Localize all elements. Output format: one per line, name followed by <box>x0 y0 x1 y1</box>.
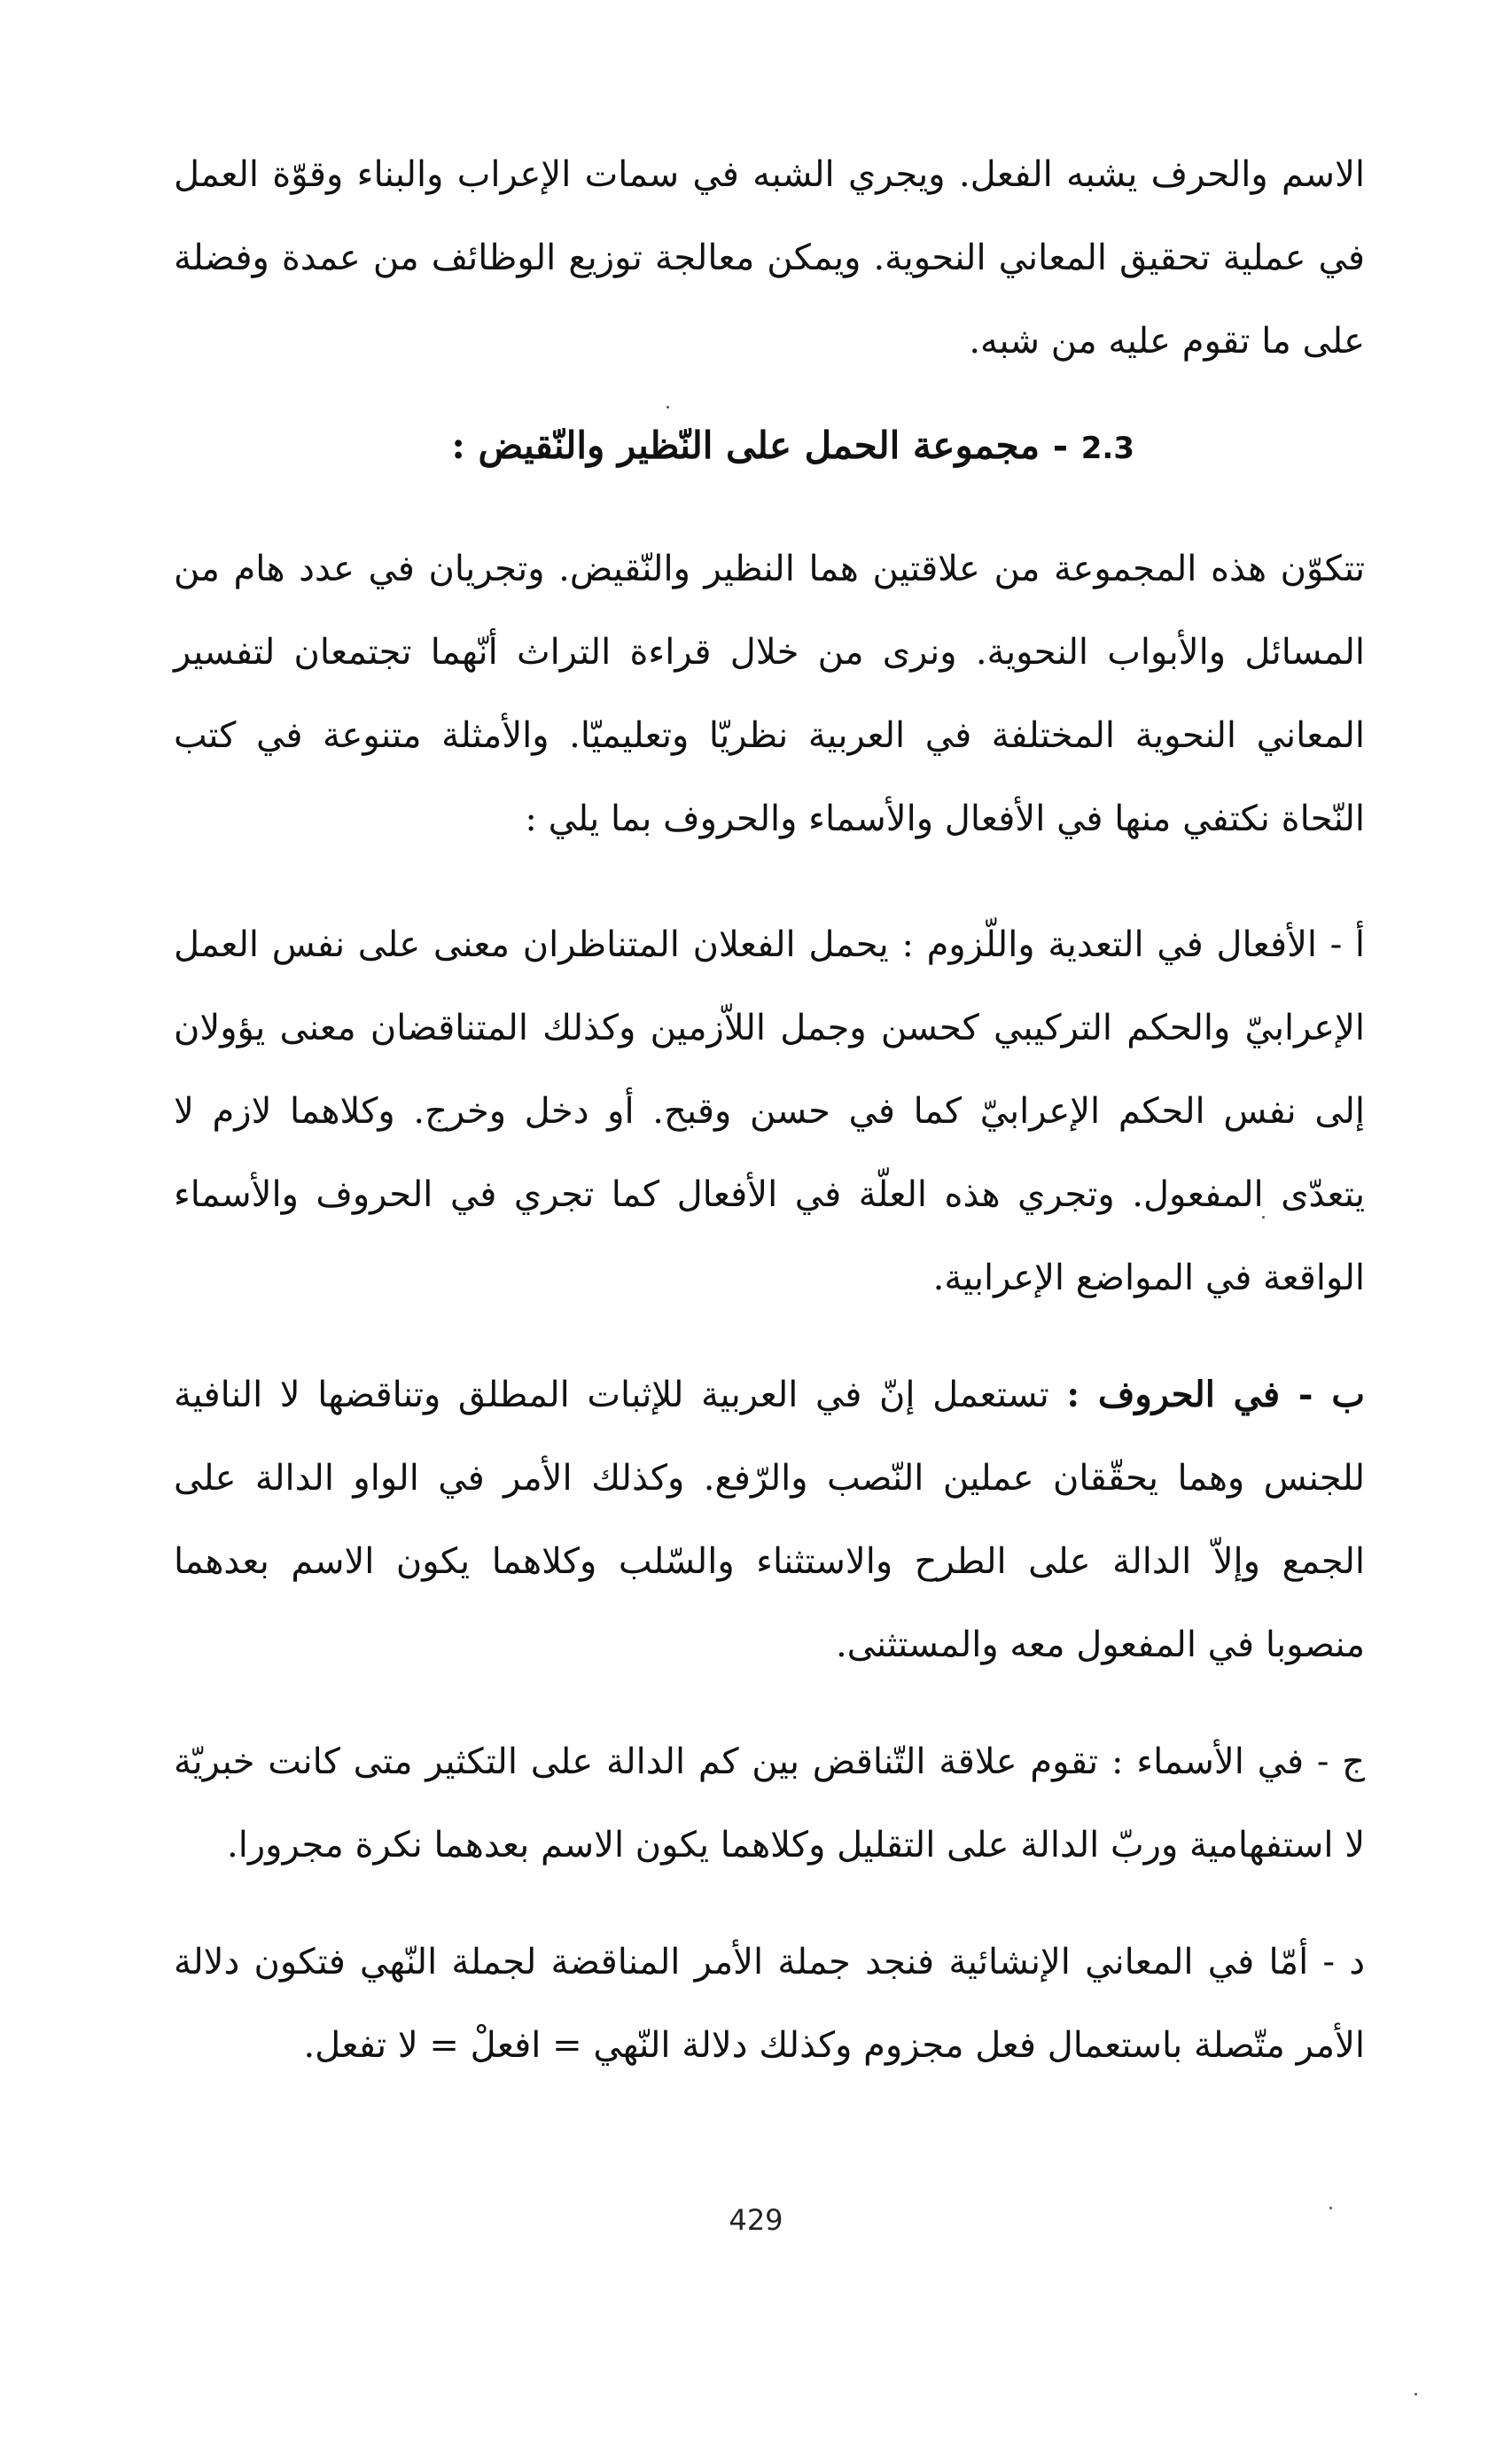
item-text: تستعمل إنّ في العربية للإثبات المطلق وتناقضها لا النافية للجنس وهما يحقّقان عملين النّصب والرّفع. وكذلك الأمر في الواو الدالة على الجمع وإلاّ الدالة على الطرح والاستثناء والسّلب وكلاهما يكون الاسم بعدهما منصوبا في المفعول معه والمستثنى. <box>174 1375 1365 1665</box>
item-heading: د - <box>1322 1942 1366 1983</box>
item-text: تقوم علاقة التّناقض بين كم الدالة على التكثير متى كانت خبريّة لا استفهامية وربّ الدالة على التقليل وكلاهما يكون الاسم بعدهما نكرة مجرورا. <box>174 1741 1365 1866</box>
section-intro-paragraph: تتكوّن هذه المجموعة من علاقتين هما النظير والنّقيض. وتجريان في عدد هام من المسائل والأبواب النحوية. ونرى من خلال قراءة التراث أنّهما تجتمعان لتفسير المعاني النحوية المختلفة في العربية نظريّا وتعليميّا. والأمثلة متنوعة في كتب النّحاة نكتفي منها في الأفعال والأسماء والحروف بما يلي : <box>174 549 1365 839</box>
item-heading: ب - في الحروف : <box>1066 1374 1365 1415</box>
scan-speck <box>1415 2393 1417 2395</box>
page-number: 429 <box>729 2203 783 2237</box>
section-title: - مجموعة الحمل على النّظير والنّقيض : <box>451 424 1069 467</box>
section-number: 2.3 <box>1080 431 1134 466</box>
item-paragraph-performatives <box>174 1920 1365 2087</box>
item-text: يحمل الفعلان المتناظران معنى على نفس العمل الإعرابيّ والحكم التركيبي كحسن وجمل اللاّزمين وكذلك المتناقضان معنى يؤولان إلى نفس الحكم الإعرابيّ كما في حسن وقبح. أو دخل وخرج. وكلاهما لازم لا يتعدّى المفعول. وتجري هذه العلّة في الأفعال كما تجري في الحروف والأسماء الواقعة في المواضع الإعرابية. <box>174 924 1365 1298</box>
intro-paragraph: الاسم والحرف يشبه الفعل. ويجري الشبه في سمات الإعراب والبناء وقوّة العمل في عملية تحقيق المعاني النحوية. ويمكن معالجة توزيع الوظائف من عمدة وفضلة على ما تقوم عليه من شبه. <box>174 154 1365 362</box>
scan-speck <box>666 406 669 409</box>
item-heading: ج - في الأسماء : <box>1111 1741 1365 1782</box>
item-heading: أ - الأفعال في التعدية واللّزوم : <box>901 924 1366 965</box>
item-paragraph-nouns <box>174 1720 1365 1887</box>
scan-speck <box>1329 2207 1332 2209</box>
scan-speck <box>1262 1216 1265 1219</box>
section-heading <box>174 406 1365 488</box>
item-paragraph-verbs <box>174 903 1365 1320</box>
item-paragraph-particles <box>174 1353 1365 1686</box>
item-text: أمّا في المعاني الإنشائية فنجد جملة الأمر المناقضة لجملة النّهي فتكون دلالة الأمر متّصلة باستعمال فعل مجزوم وكذلك دلالة النّهي = افعلْ = لا تفعل. <box>174 1942 1365 2066</box>
document-page <box>174 133 1365 2366</box>
